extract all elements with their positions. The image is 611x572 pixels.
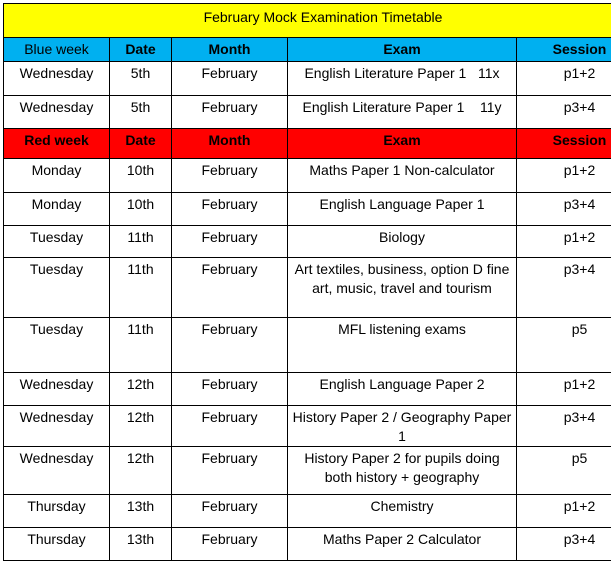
cell-session: p3+4: [517, 96, 611, 129]
cell-date: 10th: [110, 159, 172, 193]
cell-month: February: [172, 62, 288, 96]
red-week-header-row: [4, 129, 611, 159]
cell-month: February: [172, 193, 288, 226]
cell-exam: History Paper 2 for pupils doing both history + geography: [288, 447, 517, 495]
cell-session: p3+4: [517, 528, 611, 561]
cell-exam: English Literature Paper 1 11y: [288, 96, 517, 129]
cell-exam: Chemistry: [288, 495, 517, 528]
cell-session: p1+2: [517, 373, 611, 406]
table-row: [4, 406, 611, 447]
cell-day: Wednesday: [4, 406, 110, 447]
cell-month: February: [172, 528, 288, 561]
cell-date: 5th: [110, 96, 172, 129]
table-row: [4, 447, 611, 495]
header-session: Session: [517, 38, 611, 62]
header-month: Month: [172, 129, 288, 159]
cell-exam: History Paper 2 / Geography Paper 1: [288, 406, 517, 447]
title-row: [4, 4, 611, 38]
cell-date: 11th: [110, 318, 172, 373]
cell-session: p1+2: [517, 495, 611, 528]
header-exam: Exam: [288, 129, 517, 159]
cell-day: Tuesday: [4, 318, 110, 373]
cell-month: February: [172, 159, 288, 193]
cell-date: 10th: [110, 193, 172, 226]
cell-month: February: [172, 447, 288, 495]
cell-date: 11th: [110, 258, 172, 318]
header-date: Date: [110, 129, 172, 159]
table-row: [4, 528, 611, 561]
cell-session: p5: [517, 447, 611, 495]
cell-session: p1+2: [517, 62, 611, 96]
cell-day: Tuesday: [4, 226, 110, 258]
cell-day: Monday: [4, 193, 110, 226]
cell-day: Monday: [4, 159, 110, 193]
cell-session: p3+4: [517, 258, 611, 318]
cell-day: Wednesday: [4, 62, 110, 96]
cell-exam: Maths Paper 1 Non-calculator: [288, 159, 517, 193]
table-row: [4, 373, 611, 406]
cell-date: 13th: [110, 495, 172, 528]
cell-month: February: [172, 406, 288, 447]
header-date: Date: [110, 38, 172, 62]
table-row: [4, 159, 611, 193]
cell-session: p3+4: [517, 193, 611, 226]
cell-month: February: [172, 226, 288, 258]
table-row: [4, 193, 611, 226]
header-exam: Exam: [288, 38, 517, 62]
cell-date: 12th: [110, 406, 172, 447]
exam-timetable: [3, 3, 611, 561]
cell-date: 12th: [110, 373, 172, 406]
cell-session: p5: [517, 318, 611, 373]
header-week: Blue week: [4, 38, 110, 62]
cell-date: 11th: [110, 226, 172, 258]
cell-day: Thursday: [4, 528, 110, 561]
header-session: Session: [517, 129, 611, 159]
cell-date: 5th: [110, 62, 172, 96]
table-row: [4, 495, 611, 528]
cell-month: February: [172, 318, 288, 373]
cell-date: 13th: [110, 528, 172, 561]
cell-day: Thursday: [4, 495, 110, 528]
table-row: [4, 96, 611, 129]
cell-day: Tuesday: [4, 258, 110, 318]
cell-day: Wednesday: [4, 96, 110, 129]
cell-month: February: [172, 373, 288, 406]
cell-date: 12th: [110, 447, 172, 495]
cell-exam: Maths Paper 2 Calculator: [288, 528, 517, 561]
cell-exam: English Language Paper 2: [288, 373, 517, 406]
table-row: [4, 226, 611, 258]
cell-session: p1+2: [517, 226, 611, 258]
cell-exam: English Language Paper 1: [288, 193, 517, 226]
cell-month: February: [172, 495, 288, 528]
table-row: [4, 318, 611, 373]
cell-session: p1+2: [517, 159, 611, 193]
cell-exam: Art textiles, business, option D fine art, music, travel and tourism: [288, 258, 517, 318]
timetable-title: February Mock Examination Timetable: [4, 4, 611, 38]
cell-day: Wednesday: [4, 373, 110, 406]
header-week: Red week: [4, 129, 110, 159]
cell-exam: MFL listening exams: [288, 318, 517, 373]
cell-day: Wednesday: [4, 447, 110, 495]
cell-exam: Biology: [288, 226, 517, 258]
cell-session: p3+4: [517, 406, 611, 447]
blue-week-header-row: [4, 38, 611, 62]
cell-month: February: [172, 258, 288, 318]
cell-exam: English Literature Paper 1 11x: [288, 62, 517, 96]
table-row: [4, 258, 611, 318]
cell-month: February: [172, 96, 288, 129]
table-row: [4, 62, 611, 96]
header-month: Month: [172, 38, 288, 62]
